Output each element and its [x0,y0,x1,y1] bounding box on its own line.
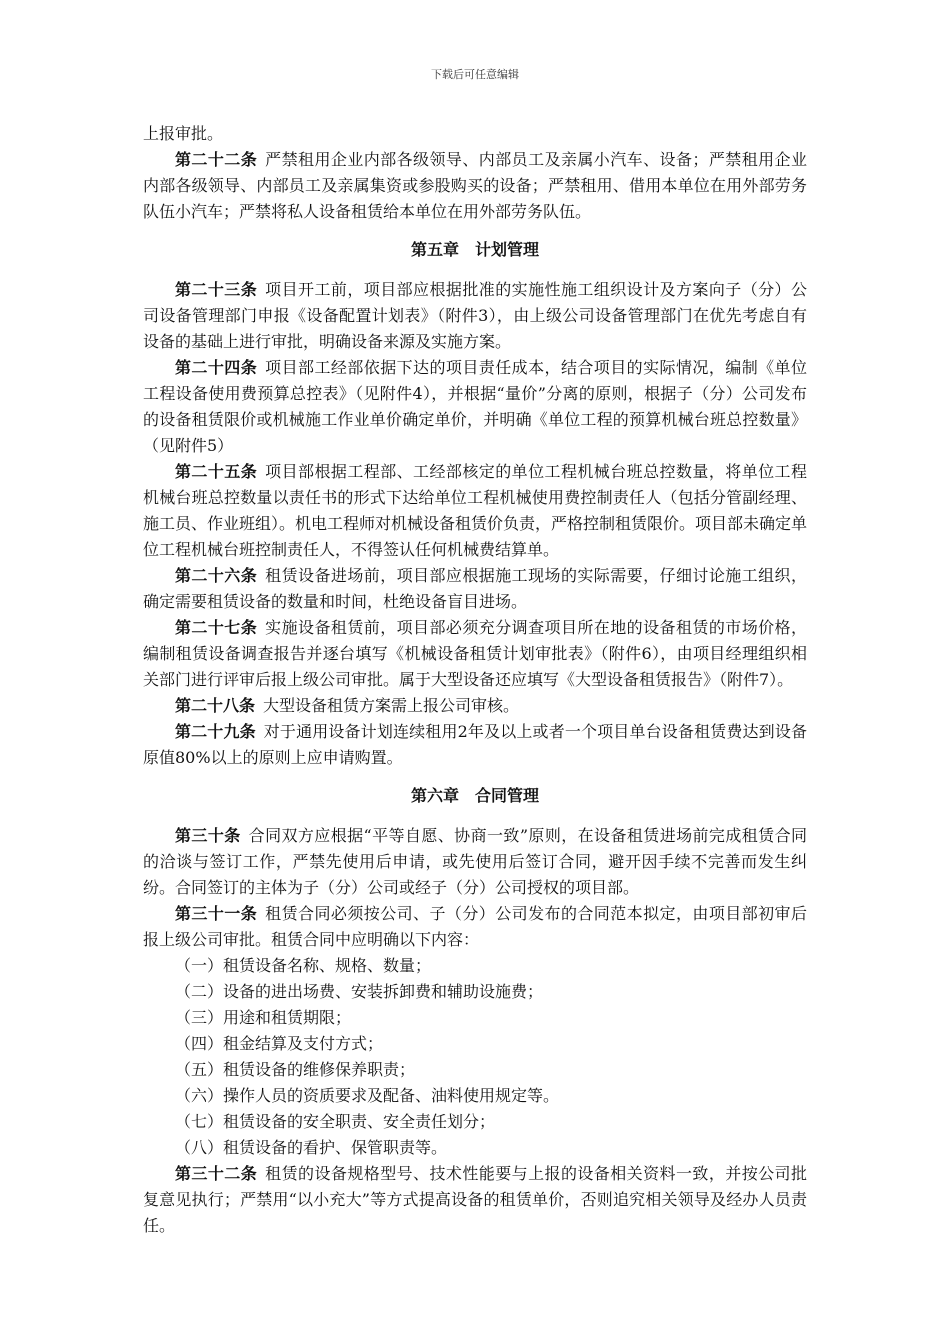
article-22 [143,147,807,225]
contract-item: （二）设备的进出场费、安装拆卸费和辅助设施费； [175,982,544,1001]
article-29 [143,719,807,771]
article-32 [143,1161,807,1239]
article-number: 第二十九条 [175,722,256,741]
article-number: 第二十七条 [175,618,258,637]
article-30 [143,823,807,901]
article-24 [143,355,807,459]
article-text: 大型设备租赁方案需上报公司审核。 [263,696,520,715]
article-number: 第三十二条 [175,1164,258,1183]
article-number: 第三十一条 [175,904,258,923]
article-text: 项目部工经部依据下达的项目责任成本，结合项目的实际情况，编制《单位工程设备使用费预算总控表》（见附件4），并根据“量价”分离的原则，根据子（分）公司发布的设备租赁限价或机械施工作业单价确定单价，并明确《单位工程的预算机械台班总控数量》（见附件5） [143,358,807,455]
article-number: 第三十条 [175,826,241,845]
article-number: 第二十六条 [175,566,258,585]
contract-item: （五）租赁设备的维修保养职责； [175,1060,416,1079]
contract-item: （四）租金结算及支付方式； [175,1034,384,1053]
article-text: 租赁的设备规格型号、技术性能要与上报的设备相关资料一致，并按公司批复意见执行；严禁用“以小充大”等方式提高设备的租赁单价，否则追究相关领导及经办人员责任。 [143,1164,807,1235]
article-25 [143,459,807,563]
page-header: 下载后可任意编辑 [431,68,519,81]
continuation-text: 上报审批。 [143,124,224,143]
article-text: 租赁合同必须按公司、子（分）公司发布的合同范本拟定，由项目部初审后报上级公司审批。租赁合同中应明确以下内容： [143,904,807,949]
article-text: 对于通用设备计划连续租用2年及以上或者一个项目单台设备租赁费达到设备原值80%以上的原则上应申请购置。 [143,722,807,767]
article-number: 第二十四条 [175,358,258,377]
contract-item: （六）操作人员的资质要求及配备、油料使用规定等。 [175,1086,560,1105]
article-23 [143,277,807,355]
chapter-heading-5: 第五章 计划管理 [410,240,539,259]
article-number: 第二十二条 [175,150,258,169]
article-31 [143,901,807,953]
contract-item: （七）租赁设备的安全职责、安全责任划分； [175,1112,496,1131]
article-number: 第二十八条 [175,696,256,715]
article-text: 合同双方应根据“平等自愿、协商一致”原则，在设备租赁进场前完成租赁合同的洽谈与签订工作，严禁先使用后申请，或先使用后签订合同，避开因手续不完善而发生纠纷。合同签订的主体为子（分）公司或经子（分）公司授权的项目部。 [143,826,807,897]
article-text: 租赁设备进场前，项目部应根据施工现场的实际需要，仔细讨论施工组织，确定需要租赁设备的数量和时间，杜绝设备盲目进场。 [143,566,807,611]
chapter-heading-6: 第六章 合同管理 [410,786,539,805]
contract-item: （三）用途和租赁期限； [175,1008,352,1027]
article-26 [143,563,807,615]
contract-item: （一）租赁设备名称、规格、数量； [175,956,432,975]
article-text: 严禁租用企业内部各级领导、内部员工及亲属小汽车、设备；严禁租用企业内部各级领导、内部员工及亲属集资或参股购买的设备；严禁租用、借用本单位在用外部劳务队伍小汽车；严禁将私人设备租赁给本单位在用外部劳务队伍。 [143,150,807,221]
article-text: 实施设备租赁前，项目部必须充分调查项目所在地的设备租赁的市场价格，编制租赁设备调查报告并逐台填写《机械设备租赁计划审批表》（附件6），由项目经理组织相关部门进行评审后报上级公司审批。属于大型设备还应填写《大型设备租赁报告》（附件7）。 [143,618,807,689]
contract-item: （八）租赁设备的看护、保管职责等。 [175,1138,448,1157]
article-text: 项目开工前，项目部应根据批准的实施性施工组织设计及方案向子（分）公司设备管理部门申报《设备配置计划表》（附件3），由上级公司设备管理部门在优先考虑自有设备的基础上进行审批，明确设备来源及实施方案。 [143,280,807,351]
article-27 [143,615,807,693]
article-text: 项目部根据工程部、工经部核定的单位工程机械台班总控数量，将单位工程机械台班总控数量以责任书的形式下达给单位工程机械使用费控制责任人（包括分管副经理、施工员、作业班组）。机电工程师对机械设备租赁价负责，严格控制租赁限价。项目部未确定单位工程机械台班控制责任人，不得签认任何机械费结算单。 [143,462,808,559]
article-number: 第二十三条 [175,280,258,299]
article-number: 第二十五条 [175,462,258,481]
document-body [143,121,807,1239]
article-28 [143,693,807,719]
